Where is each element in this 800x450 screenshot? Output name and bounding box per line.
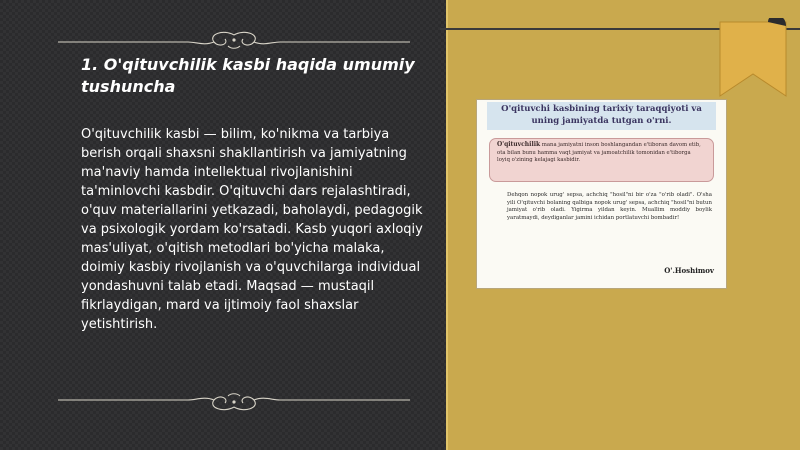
doc-highlight-body: mana jamiyatni inson boshlangandan e'tiboran davom etib, ota bilan bunu hamma vaqt jamiyat va jamoatchilik tomonidan e'tiborga loyiq o'zining kelajagi kasbidir. [497, 142, 701, 163]
doc-quote-lead: Dehqon nopok urug' [507, 192, 565, 198]
embedded-document-image [476, 99, 727, 289]
doc-title: O'qituvchi kasbining tarixiy taraqqiyoti va uning jamiyatda tutgan o'rni. [501, 104, 702, 126]
slide-body-text: O'qituvchilik kasbi — bilim, ko'nikma va tarbiya berish orqali shaxsni shakllantirish va jamiyatning ma'naviy hamda intellektual rivojlanishini ta'minlovchi kasbdir. O'qituvchi dars rejalashtiradi, o'quv materiallarini yetkazadi, baholaydi, pedagogik va psixologik yordam ko'rsatadi. Kasb yuqori axloqiy mas'uliyat, o'qitish metodlari bo'yicha malaka, doimiy kasbiy rivojlanish va o'quvchilarga individual yondashuvni talab etadi. Maqsad — mustaqil fikrlaydigan, mard va ijtimoiy faol shaxslar yetishtirish. [81, 127, 423, 332]
bottom-ornament-icon [58, 392, 410, 412]
doc-highlight-text [497, 141, 705, 165]
doc-quote-body: sepsa, achchiq "hosil"ni bir o'za "o'rib oladi". O'sha yili O'qituvchi bolaning qalbiga nopok urug' sepsa, achchiq "hosil"ni butun jamiyat o'rib oladi. Yigirma yildan keyin. Muallim moddiy boylik yaratmaydi, deydiganlar jamini ichidan portlatuvchi bombadir! [507, 192, 712, 221]
panel-divider [446, 0, 448, 450]
slide-title: 1. O'qituvchilik kasbi haqida umumiy tushuncha [81, 55, 415, 96]
bookmark-ribbon-icon [716, 18, 790, 100]
doc-quote-author: O'.Hoshimov [664, 266, 714, 275]
top-ornament-icon [58, 30, 410, 50]
doc-highlight-lead: O'qituvchilik [497, 141, 541, 148]
doc-quote [507, 192, 712, 222]
